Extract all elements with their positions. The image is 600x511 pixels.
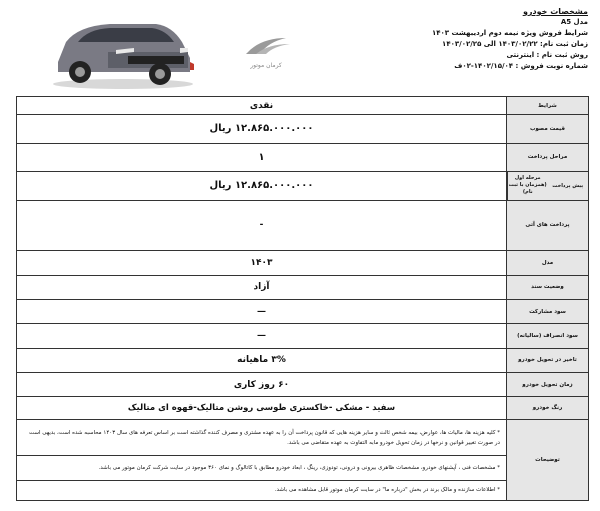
color-label: رنگ خودرو xyxy=(507,397,589,419)
participation-profit-value: — xyxy=(17,300,507,324)
delivery-time-value: ۶۰ روز کاری xyxy=(17,373,507,397)
table-row xyxy=(17,300,589,324)
conditions-line: شرایط فروش ویژه نیمه دوم اردیبهشت ۱۴۰۳ xyxy=(431,29,588,37)
delivery-delay-label: تاخیر در تحویل خودرو xyxy=(507,348,589,372)
logo-mark-icon xyxy=(238,34,294,58)
note-2: * مشخصات فنی ، آپشنهای خودرو، مشخصات ظاهری بیرونی و درونی، تودوزی، رینگ ، ابعاد خودرو مطابق با کاتالوگ و نمای ۳۶۰ موجود در سایت شرکت کرمان موتور می باشد. xyxy=(17,456,507,480)
table-row xyxy=(17,200,589,251)
prepayment-cell xyxy=(507,172,589,200)
note-3: * اطلاعات سازنده و مالک برند در بخش "درباره ما" در سایت کرمان موتور قابل مشاهده می باشد. xyxy=(17,480,507,500)
future-payments-value: - xyxy=(17,200,507,251)
spec-table xyxy=(16,96,589,501)
table-row xyxy=(17,275,589,299)
kerman-motor-logo xyxy=(238,34,294,70)
first-stage-value: ۱۲.۸۶۵.۰۰۰.۰۰۰ ریال xyxy=(17,172,507,200)
model-label: مدل xyxy=(507,251,589,275)
header-info xyxy=(388,6,588,72)
table-row xyxy=(17,143,589,171)
table-row xyxy=(17,419,589,456)
table-row xyxy=(17,397,589,419)
model-line: مدل A5 xyxy=(560,18,588,26)
table-row xyxy=(17,480,589,500)
model-value: ۱۴۰۳ xyxy=(17,251,507,275)
withdrawal-profit-value: — xyxy=(17,324,507,348)
table-row xyxy=(17,456,589,480)
page-title: مشخصات خودرو xyxy=(522,7,588,16)
notes-label: توضیحات xyxy=(507,419,589,500)
conditions-label: شرایط xyxy=(507,97,589,115)
table-row xyxy=(17,115,589,143)
table-row xyxy=(17,251,589,275)
payment-stages-value: ۱ xyxy=(17,143,507,171)
table-row xyxy=(17,373,589,397)
table-row xyxy=(17,348,589,372)
conditions-value: نقدی xyxy=(17,97,507,115)
prepayment-label: پیش پرداخت xyxy=(552,182,584,189)
document-status-value: آزاد xyxy=(17,275,507,299)
sale-round: شماره نوبت فروش : ۱۴۰۲/۱۵/۰۴-۰۲ف xyxy=(454,62,588,70)
logo-text: کرمان موتور xyxy=(250,62,282,69)
note-1: * کلیه هزینه ها، مالیات ها، عوارض، بیمه شخص ثالث و سایر هزینه هایی که قانون پرداخت آن را به عهده مشتری و مصرف کننده گذاشته است بر اساس تعرفه های سال ۱۴۰۳ محاسبه شده است، بدیهی است در صورت تغییر قوانین و نرخها در زمان تحویل خودرو مابه التفاوت به عهده متقاضی می باشد. xyxy=(17,419,507,456)
payment-stages-label: مراحل پرداخت xyxy=(507,143,589,171)
participation-profit-label: سود مشارکت xyxy=(507,300,589,324)
registration-method: روش ثبت نام : اینترنتی xyxy=(506,51,588,59)
first-stage-label: مرحله اول (همزمان با ثبت نام) xyxy=(507,172,548,199)
car-image xyxy=(48,12,198,90)
color-value: سفید - مشکی -خاکستری طوسی روشن متالیک-قهوه ای متالیک xyxy=(17,397,507,419)
withdrawal-profit-label: سود انصراف (سالیانه) xyxy=(507,324,589,348)
delivery-delay-value: ۳% ماهیانه xyxy=(17,348,507,372)
table-row xyxy=(17,172,589,200)
document-header xyxy=(0,0,600,96)
future-payments-label: پرداخت های آتی xyxy=(507,200,589,251)
registration-time: زمان ثبت نام: ۱۴۰۳/۰۲/۲۲ الی ۱۴۰۳/۰۲/۲۵ xyxy=(442,40,588,48)
document-status-label: وضعیت سند xyxy=(507,275,589,299)
table-row xyxy=(17,97,589,115)
delivery-time-label: زمان تحویل خودرو xyxy=(507,373,589,397)
approved-price-label: قیمت مصوب xyxy=(507,115,589,143)
table-row xyxy=(17,324,589,348)
approved-price-value: ۱۲.۸۶۵.۰۰۰.۰۰۰ ریال xyxy=(17,115,507,143)
